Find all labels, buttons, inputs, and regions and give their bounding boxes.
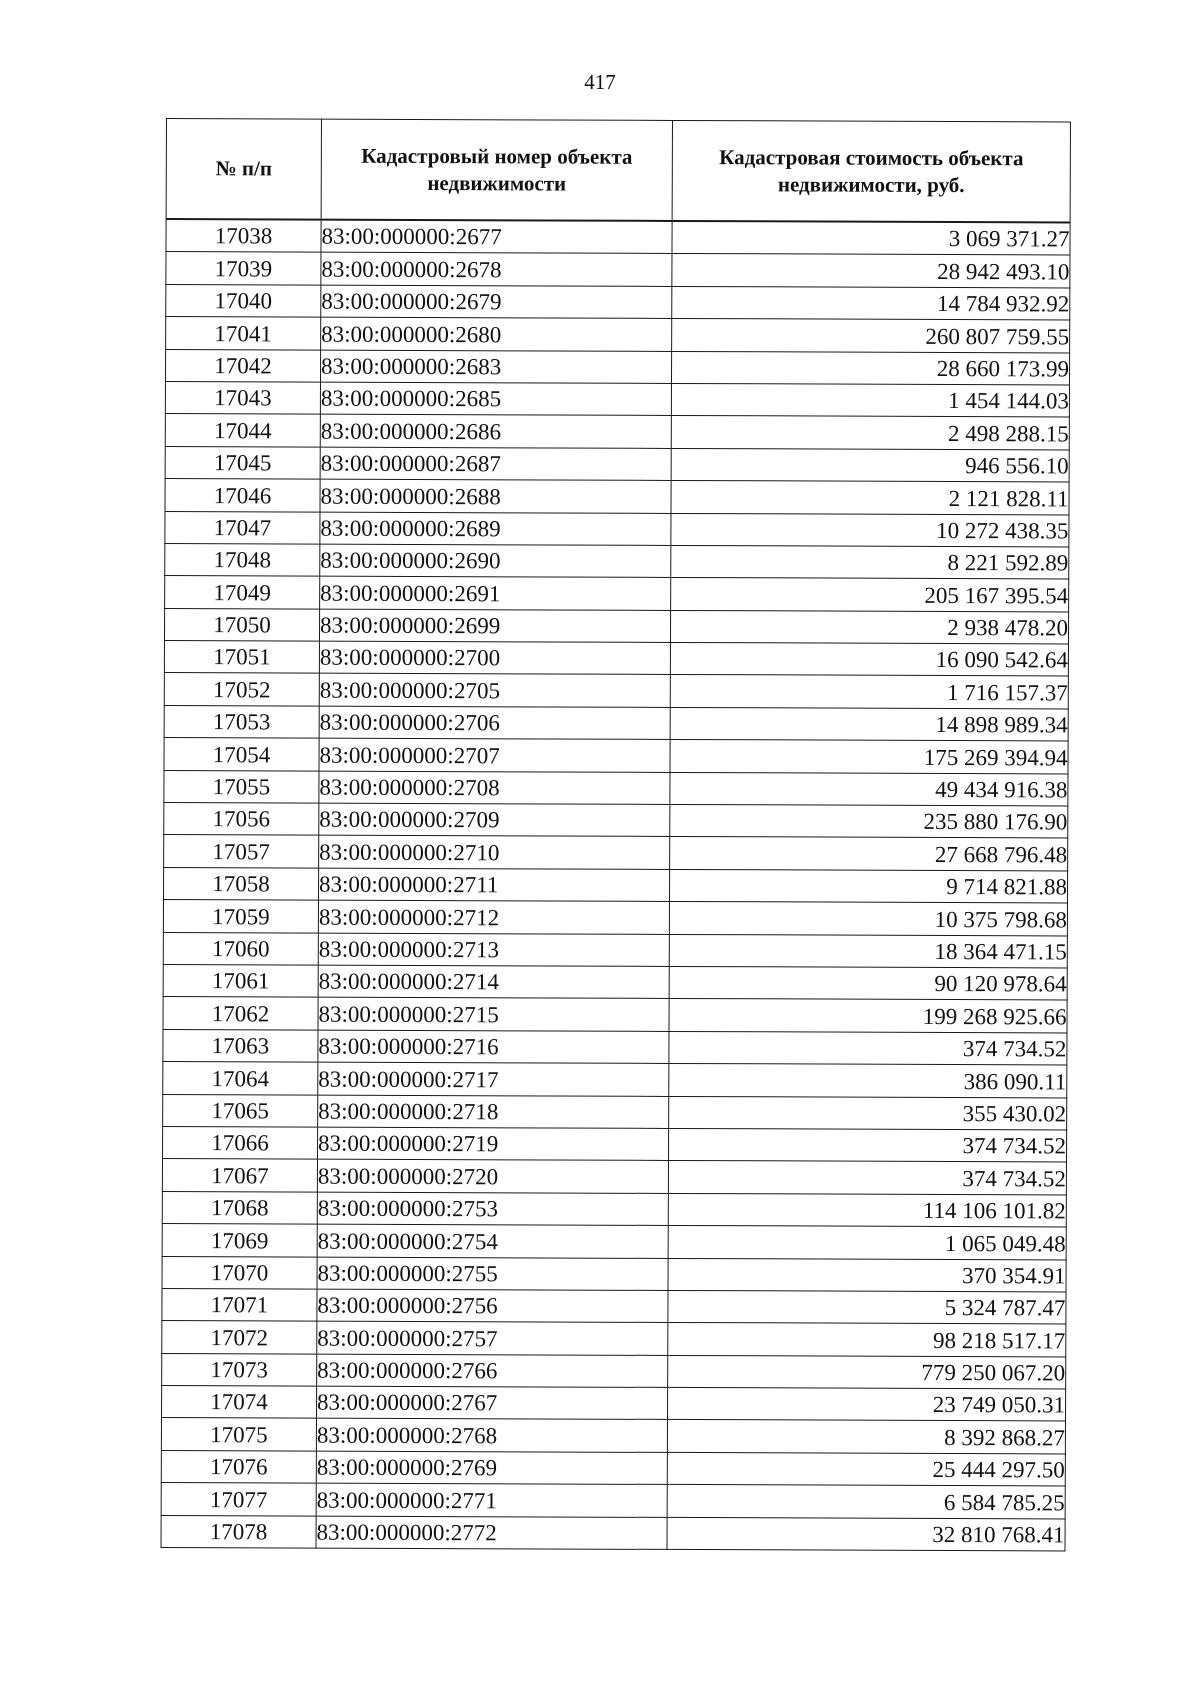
row-number-cell: 17052 xyxy=(164,673,319,706)
row-number-cell: 17055 xyxy=(164,770,319,803)
row-number-cell: 17042 xyxy=(165,349,320,382)
cadastral-value-cell: 374 734.52 xyxy=(668,1161,1066,1195)
cadastral-number-cell: 83:00:000000:2705 xyxy=(319,674,670,708)
cadastral-number-cell: 83:00:000000:2706 xyxy=(319,706,670,740)
cadastral-number-cell: 83:00:000000:2718 xyxy=(318,1095,669,1129)
cadastral-value-cell: 374 734.52 xyxy=(669,1031,1067,1065)
cadastral-number-cell: 83:00:000000:2716 xyxy=(318,1030,669,1064)
cadastral-value-cell: 6 584 785.25 xyxy=(667,1485,1065,1519)
cadastral-number-cell: 83:00:000000:2686 xyxy=(320,414,671,448)
row-number-cell: 17070 xyxy=(162,1256,317,1289)
cadastral-value-cell: 386 090.11 xyxy=(669,1064,1067,1098)
table-row xyxy=(164,673,1068,709)
cadastral-value-cell: 175 269 394.94 xyxy=(670,740,1068,774)
table-row xyxy=(165,479,1069,515)
row-number-cell: 17068 xyxy=(162,1191,317,1224)
table-row xyxy=(162,1353,1066,1389)
row-number-cell: 17057 xyxy=(164,835,319,868)
row-number-cell: 17054 xyxy=(164,738,319,771)
table-row xyxy=(164,770,1068,806)
table-row xyxy=(163,1062,1067,1098)
cadastral-number-cell: 83:00:000000:2755 xyxy=(317,1257,668,1291)
cadastral-number-cell: 83:00:000000:2677 xyxy=(321,220,672,254)
header-cadastral-value: Кадастровая стоимость объекта недвижимости, руб. xyxy=(672,120,1070,222)
table-row xyxy=(166,284,1070,320)
row-number-cell: 17064 xyxy=(163,1062,318,1095)
row-number-cell: 17048 xyxy=(165,543,320,576)
row-number-cell: 17069 xyxy=(162,1224,317,1257)
table-row xyxy=(163,932,1067,968)
table-row xyxy=(164,705,1068,741)
cadastral-number-cell: 83:00:000000:2754 xyxy=(317,1224,668,1258)
cadastral-number-cell: 83:00:000000:2753 xyxy=(317,1192,668,1226)
cadastral-value-table xyxy=(161,118,1071,1551)
table-row xyxy=(164,835,1068,871)
cadastral-number-cell: 83:00:000000:2708 xyxy=(319,771,670,805)
cadastral-value-cell: 199 268 925.66 xyxy=(669,999,1067,1033)
row-number-cell: 17075 xyxy=(161,1418,316,1451)
cadastral-number-cell: 83:00:000000:2713 xyxy=(318,933,669,967)
cadastral-value-cell: 114 106 101.82 xyxy=(668,1193,1066,1227)
cadastral-value-cell: 5 324 787.47 xyxy=(668,1290,1066,1324)
row-number-cell: 17076 xyxy=(161,1450,316,1483)
row-number-cell: 17066 xyxy=(163,1126,318,1159)
row-number-cell: 17065 xyxy=(163,1094,318,1127)
cadastral-number-cell: 83:00:000000:2707 xyxy=(319,738,670,772)
table-row xyxy=(165,381,1069,417)
table-row xyxy=(162,1159,1066,1195)
cadastral-number-cell: 83:00:000000:2756 xyxy=(317,1289,668,1323)
cadastral-number-cell: 83:00:000000:2689 xyxy=(320,512,671,546)
table-row xyxy=(164,608,1068,644)
cadastral-value-cell: 8 392 868.27 xyxy=(667,1420,1065,1454)
cadastral-value-cell: 90 120 978.64 xyxy=(669,966,1067,1000)
cadastral-value-cell: 18 364 471.15 xyxy=(669,934,1067,968)
cadastral-number-cell: 83:00:000000:2711 xyxy=(318,868,669,902)
cadastral-number-cell: 83:00:000000:2709 xyxy=(319,803,670,837)
header-cadastral-number: Кадастровый номер объекта недвижимости xyxy=(321,119,672,221)
table-row xyxy=(165,414,1069,450)
cadastral-value-cell: 27 668 796.48 xyxy=(670,837,1068,871)
cadastral-number-cell: 83:00:000000:2720 xyxy=(317,1159,668,1193)
row-number-cell: 17077 xyxy=(161,1483,316,1516)
row-number-cell: 17039 xyxy=(166,252,321,285)
cadastral-number-cell: 83:00:000000:2717 xyxy=(318,1062,669,1096)
cadastral-value-cell: 10 375 798.68 xyxy=(669,902,1067,936)
cadastral-value-cell: 1 454 144.03 xyxy=(671,383,1069,417)
table-row xyxy=(162,1288,1066,1324)
cadastral-number-cell: 83:00:000000:2691 xyxy=(320,576,671,610)
row-number-cell: 17071 xyxy=(162,1288,317,1321)
table-row xyxy=(166,219,1070,255)
table-row xyxy=(162,1256,1066,1292)
table-row xyxy=(163,1126,1067,1162)
table-row xyxy=(164,738,1068,774)
table-row xyxy=(164,803,1068,839)
row-number-cell: 17058 xyxy=(163,867,318,900)
cadastral-number-cell: 83:00:000000:2768 xyxy=(316,1419,667,1453)
cadastral-value-cell: 49 434 916.38 xyxy=(670,772,1068,806)
row-number-cell: 17040 xyxy=(166,284,321,317)
cadastral-value-cell: 205 167 395.54 xyxy=(671,578,1069,612)
cadastral-value-cell: 2 938 478.20 xyxy=(670,610,1068,644)
row-number-cell: 17038 xyxy=(166,219,321,252)
cadastral-number-cell: 83:00:000000:2767 xyxy=(317,1386,668,1420)
cadastral-value-cell: 2 498 288.15 xyxy=(671,416,1069,450)
table-row xyxy=(164,641,1068,677)
table-body xyxy=(161,219,1070,1551)
row-number-cell: 17045 xyxy=(165,446,320,479)
cadastral-value-cell: 14 898 989.34 xyxy=(670,707,1068,741)
row-number-cell: 17050 xyxy=(164,608,319,641)
table-header xyxy=(166,119,1070,223)
row-number-cell: 17044 xyxy=(165,414,320,447)
cadastral-value-cell: 16 090 542.64 xyxy=(670,643,1068,677)
row-number-cell: 17053 xyxy=(164,705,319,738)
cadastral-value-cell: 14 784 932.92 xyxy=(672,286,1070,320)
row-number-cell: 17041 xyxy=(166,317,321,350)
cadastral-number-cell: 83:00:000000:2714 xyxy=(318,965,669,999)
table-row xyxy=(161,1418,1065,1454)
row-number-cell: 17059 xyxy=(163,900,318,933)
cadastral-number-cell: 83:00:000000:2687 xyxy=(320,447,671,481)
cadastral-value-cell: 946 556.10 xyxy=(671,448,1069,482)
table-row xyxy=(165,543,1069,579)
table-row xyxy=(162,1191,1066,1227)
cadastral-value-cell: 235 880 176.90 xyxy=(670,804,1068,838)
row-number-cell: 17072 xyxy=(162,1321,317,1354)
cadastral-value-cell: 8 221 592.89 xyxy=(671,545,1069,579)
table-row xyxy=(162,1224,1066,1260)
cadastral-value-cell: 370 354.91 xyxy=(668,1258,1066,1292)
cadastral-value-cell: 260 807 759.55 xyxy=(672,319,1070,353)
table-row xyxy=(163,900,1067,936)
table-row xyxy=(161,1483,1065,1519)
cadastral-number-cell: 83:00:000000:2719 xyxy=(318,1127,669,1161)
table-row xyxy=(166,252,1070,288)
cadastral-number-cell: 83:00:000000:2710 xyxy=(319,836,670,870)
cadastral-number-cell: 83:00:000000:2766 xyxy=(317,1354,668,1388)
table-row xyxy=(163,867,1067,903)
cadastral-number-cell: 83:00:000000:2680 xyxy=(321,317,672,351)
table-row xyxy=(161,1515,1065,1551)
cadastral-number-cell: 83:00:000000:2690 xyxy=(320,544,671,578)
header-row xyxy=(166,119,1070,223)
row-number-cell: 17062 xyxy=(163,997,318,1030)
table-row xyxy=(161,1450,1065,1486)
cadastral-value-cell: 9 714 821.88 xyxy=(669,869,1067,903)
table-row xyxy=(163,997,1067,1033)
cadastral-value-cell: 25 444 297.50 xyxy=(667,1452,1065,1486)
cadastral-value-cell: 779 250 067.20 xyxy=(668,1355,1066,1389)
row-number-cell: 17047 xyxy=(165,511,320,544)
table-row xyxy=(162,1386,1066,1422)
cadastral-value-cell: 98 218 517.17 xyxy=(668,1323,1066,1357)
row-number-cell: 17043 xyxy=(165,381,320,414)
cadastral-number-cell: 83:00:000000:2715 xyxy=(318,997,669,1031)
row-number-cell: 17051 xyxy=(164,641,319,674)
table-row xyxy=(165,511,1069,547)
cadastral-number-cell: 83:00:000000:2699 xyxy=(319,609,670,643)
row-number-cell: 17061 xyxy=(163,964,318,997)
row-number-cell: 17067 xyxy=(162,1159,317,1192)
cadastral-value-cell: 374 734.52 xyxy=(668,1128,1066,1162)
cadastral-value-cell: 10 272 438.35 xyxy=(671,513,1069,547)
cadastral-value-cell: 3 069 371.27 xyxy=(672,221,1070,255)
cadastral-number-cell: 83:00:000000:2757 xyxy=(317,1321,668,1355)
cadastral-value-cell: 32 810 768.41 xyxy=(667,1517,1065,1551)
table-row xyxy=(163,964,1067,1000)
cadastral-number-cell: 83:00:000000:2685 xyxy=(320,382,671,416)
row-number-cell: 17078 xyxy=(161,1515,316,1548)
cadastral-value-cell: 2 121 828.11 xyxy=(671,481,1069,515)
row-number-cell: 17060 xyxy=(163,932,318,965)
table-row xyxy=(163,1094,1067,1130)
table-row xyxy=(163,1029,1067,1065)
cadastral-value-cell: 28 660 173.99 xyxy=(671,351,1069,385)
cadastral-number-cell: 83:00:000000:2712 xyxy=(318,900,669,934)
cadastral-value-cell: 355 430.02 xyxy=(669,1096,1067,1130)
cadastral-number-cell: 83:00:000000:2769 xyxy=(316,1451,667,1485)
row-number-cell: 17063 xyxy=(163,1029,318,1062)
row-number-cell: 17074 xyxy=(162,1386,317,1419)
cadastral-value-cell: 1 065 049.48 xyxy=(668,1226,1066,1260)
page-number: 417 xyxy=(584,70,616,94)
cadastral-number-cell: 83:00:000000:2678 xyxy=(321,252,672,286)
table-row xyxy=(165,349,1069,385)
cadastral-number-cell: 83:00:000000:2683 xyxy=(320,350,671,384)
header-row-number: № п/п xyxy=(166,119,321,220)
cadastral-number-cell: 83:00:000000:2679 xyxy=(321,285,672,319)
cadastral-number-cell: 83:00:000000:2771 xyxy=(316,1483,667,1517)
row-number-cell: 17046 xyxy=(165,479,320,512)
cadastral-value-cell: 23 749 050.31 xyxy=(668,1387,1066,1421)
cadastral-number-cell: 83:00:000000:2772 xyxy=(316,1516,667,1550)
table-row xyxy=(165,576,1069,612)
cadastral-number-cell: 83:00:000000:2700 xyxy=(319,641,670,675)
cadastral-value-cell: 28 942 493.10 xyxy=(672,254,1070,288)
cadastral-number-cell: 83:00:000000:2688 xyxy=(320,479,671,513)
table-row xyxy=(166,317,1070,353)
row-number-cell: 17073 xyxy=(162,1353,317,1386)
row-number-cell: 17056 xyxy=(164,803,319,836)
table-row xyxy=(162,1321,1066,1357)
row-number-cell: 17049 xyxy=(165,576,320,609)
cadastral-value-cell: 1 716 157.37 xyxy=(670,675,1068,709)
table-row xyxy=(165,446,1069,482)
